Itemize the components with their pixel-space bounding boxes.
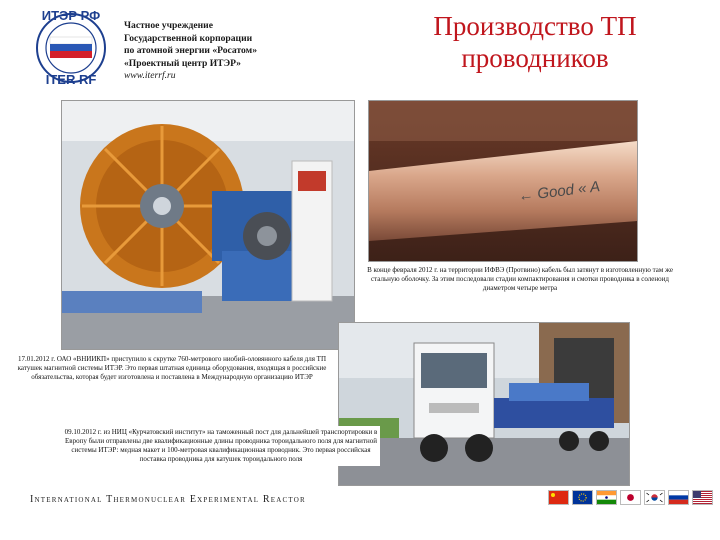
logo-bottom-text: ITER RF xyxy=(45,72,97,87)
caption-vniikp: 17.01.2012 г. ОАО «ВНИИКП» приступило к скрутке 760-метрового ниобий-оловянного кабеля для ТП катушек магнитной системы ИТЭР. Это первая штатная единица оборудования, входящая в российские обязательства, которая будет изготовлена и поставлена в Международную организацию ИТЭР xyxy=(17,355,327,381)
org-line-1: Частное учреждение xyxy=(124,20,213,31)
japan-flag-icon xyxy=(620,490,641,505)
usa-flag-icon xyxy=(692,490,713,505)
eu-flag-icon xyxy=(572,490,593,505)
truck-transport-photo xyxy=(338,322,630,486)
footer-iter-name: International Thermonuclear Experimental Reactor xyxy=(30,494,306,505)
logo-top-text: ИТЭР РФ xyxy=(41,8,101,23)
org-line-4: «Проектный центр ИТЭР» xyxy=(124,57,241,69)
org-website-link[interactable]: www.iterrf.ru xyxy=(124,70,176,81)
russia-flag-icon xyxy=(668,490,689,505)
page-title xyxy=(385,10,685,74)
organization-block xyxy=(124,20,364,83)
title-line-2: проводников xyxy=(461,43,609,73)
china-flag-icon xyxy=(548,490,569,505)
cable-stranding-machine-photo xyxy=(61,100,355,350)
title-line-1: Производство ТП xyxy=(433,11,637,41)
org-line-3: по атомной энергии «Росатом» xyxy=(124,45,258,56)
cable-marking-text: ← Good « A xyxy=(517,178,601,205)
caption-kurchatov: 09.10.2012 г. из НИЦ «Курчатовский институт» на таможенный пост для дальнейшей транспортировки в Европу были отправлены две квалификационные длины проводника тороидального поля для магнитной системы ИТЭР: медная макет и 100-метровая квалификационная проводник. Это первая российская поставка проводника для катушек тороидального поля xyxy=(62,426,380,466)
caption-protvino: В конце февраля 2012 г. на территории ИФВЭ (Протвино) кабель был затянут в изготовленную там же стальную оболочку. За этим последовали стадии компактирования и смотки проводника в соленоид диаметром четыре метра xyxy=(367,266,673,292)
org-line-2: Государственной корпорации xyxy=(124,32,253,44)
member-flags xyxy=(548,490,713,505)
iter-rf-logo xyxy=(28,8,114,88)
conductor-tube-photo xyxy=(368,100,638,262)
india-flag-icon xyxy=(596,490,617,505)
korea-flag-icon xyxy=(644,490,665,505)
